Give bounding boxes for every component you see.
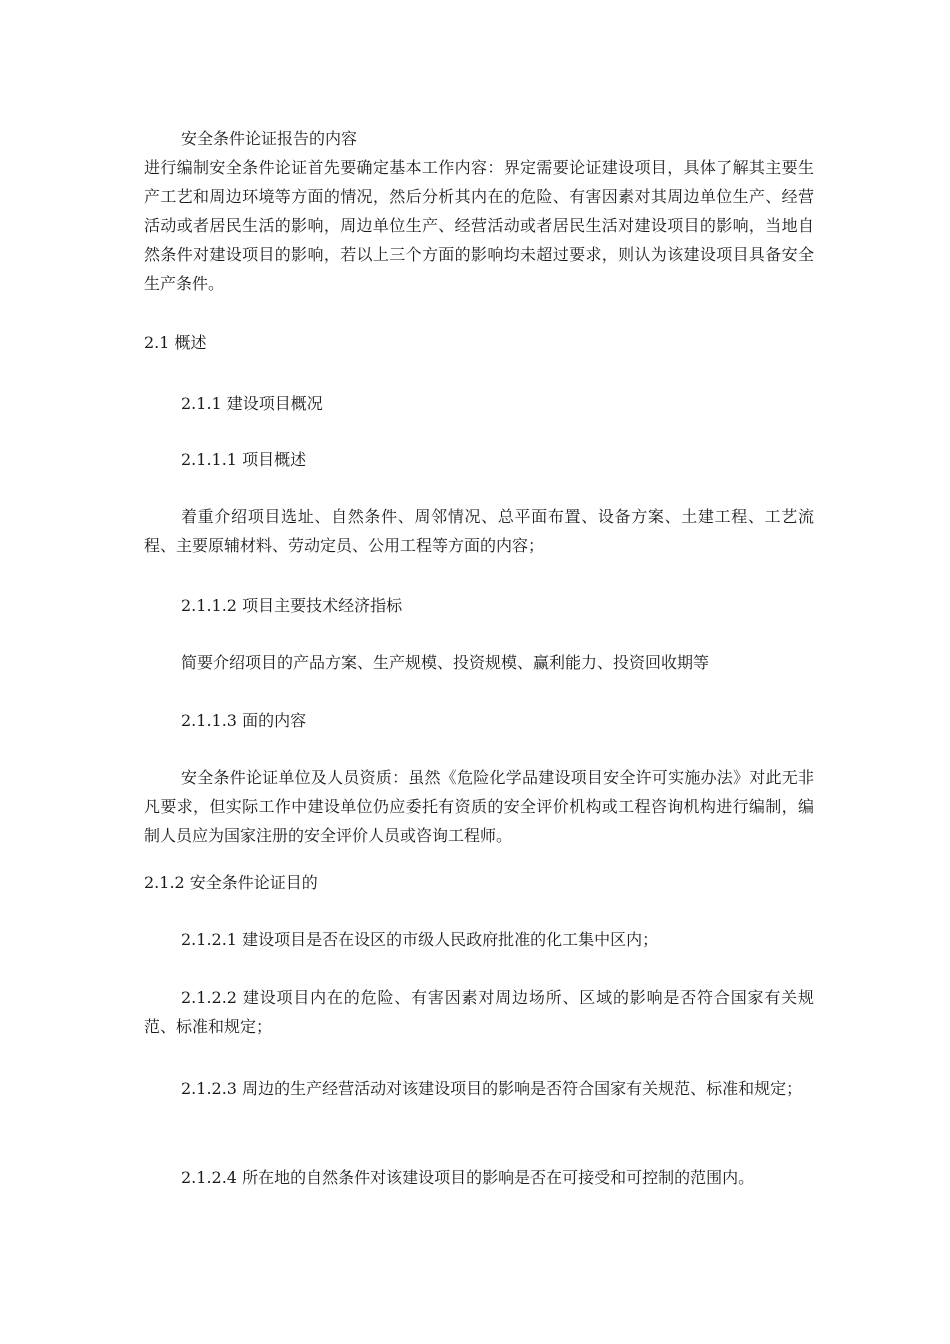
section-2-1-1-1-paragraph: 着重介绍项目选址、自然条件、周邻情况、总平面布置、设备方案、土建工程、工艺流程、主要原辅材料、劳动定员、公用工程等方面的内容； xyxy=(144,507,814,555)
section-2-1-1-3-paragraph: 安全条件论证单位及人员资质：虽然《危险化学品建设项目安全许可实施办法》对此无非凡要求，但实际工作中建设单位仍应委托有资质的安全评价机构或工程咨询机构进行编制，编制人员应为国家注册的安全评价人员或咨询工程师。 xyxy=(144,768,814,845)
section-2-1-1-1-heading: 2.1.1.1 项目概述 xyxy=(181,450,307,469)
section-2-1-1-2-paragraph: 简要介绍项目的产品方案、生产规模、投资规模、赢利能力、投资回收期等 xyxy=(181,653,710,672)
objective-item-2: 2.1.2.2 建设项目内在的危险、有害因素对周边场所、区域的影响是否符合国家有关规范、标准和规定； xyxy=(144,988,814,1036)
section-2-1-2-heading: 2.1.2 安全条件论证目的 xyxy=(144,873,318,892)
intro-paragraph: 进行编制安全条件论证首先要确定基本工作内容：界定需要论证建设项目，具体了解其主要生产工艺和周边环境等方面的情况，然后分析其内在的危险、有害因素对其周边单位生产、经营活动或者居民生活的影响，周边单位生产、经营活动或者居民生活对建设项目的影响，当地自然条件对建设项目的影响，若以上三个方面的影响均未超过要求，则认为该建设项目具备安全生产条件。 xyxy=(144,158,814,293)
section-2-1-heading: 2.1 概述 xyxy=(144,333,207,352)
document-title: 安全条件论证报告的内容 xyxy=(181,129,358,148)
objective-item-1: 2.1.2.1 建设项目是否在设区的市级人民政府批准的化工集中区内； xyxy=(181,930,659,949)
section-2-1-1-heading: 2.1.1 建设项目概况 xyxy=(181,394,323,413)
section-2-1-1-2-heading: 2.1.1.2 项目主要技术经济指标 xyxy=(181,596,403,615)
section-2-1-1-3-heading: 2.1.1.3 面的内容 xyxy=(181,711,307,730)
objective-item-3: 2.1.2.3 周边的生产经营活动对该建设项目的影响是否符合国家有关规范、标准和规定； xyxy=(181,1079,803,1098)
objective-item-4: 2.1.2.4 所在地的自然条件对该建设项目的影响是否在可接受和可控制的范围内。 xyxy=(181,1168,755,1187)
